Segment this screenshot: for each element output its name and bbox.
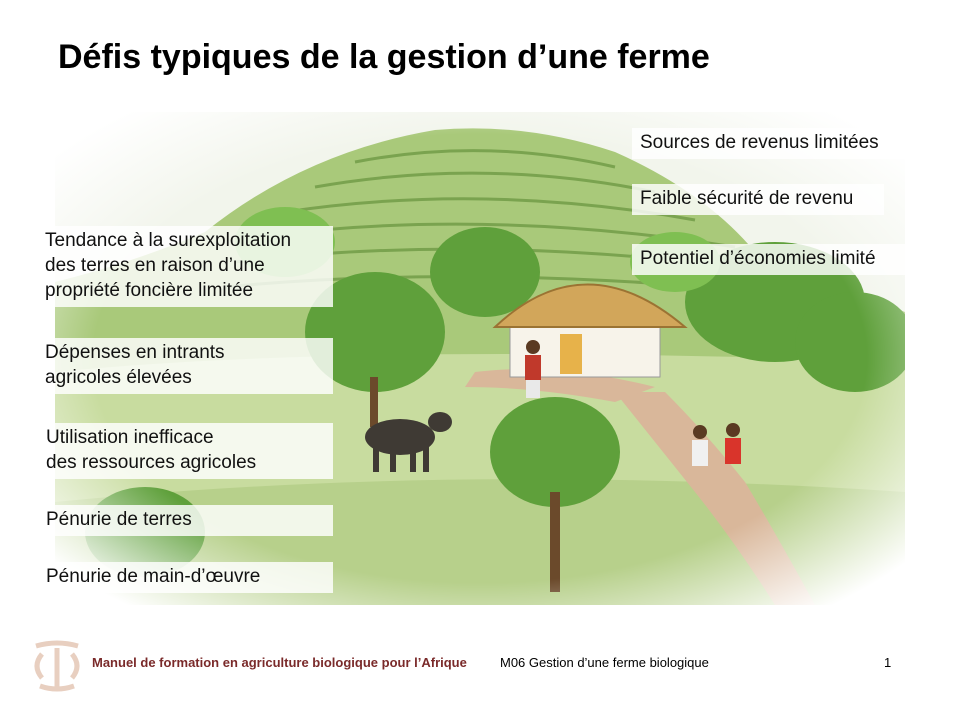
label-input-costs xyxy=(37,338,333,394)
footer-module-title: M06 Gestion d’une ferme biologique xyxy=(500,655,709,670)
label-line: Pénurie de main-d’œuvre xyxy=(46,566,261,587)
label-line: Potentiel d’économies limité xyxy=(640,248,876,269)
label-revenue-sources xyxy=(632,128,910,159)
label-line: des ressources agricoles xyxy=(46,452,257,473)
footer-manual-title: Manuel de formation en agriculture biologique pour l’Afrique xyxy=(92,655,467,670)
label-line: Sources de revenus limitées xyxy=(640,132,879,153)
label-line: Faible sécurité de revenu xyxy=(640,188,854,209)
label-land-overexploitation xyxy=(37,226,333,307)
label-line: agricoles élevées xyxy=(45,367,192,388)
label-income-security xyxy=(632,184,884,215)
label-line: Utilisation inefficace xyxy=(46,427,214,448)
label-line: Tendance à la surexploitation xyxy=(45,230,292,251)
label-savings-potential xyxy=(632,244,910,275)
label-line: Pénurie de terres xyxy=(46,509,192,530)
label-resource-use xyxy=(38,423,333,479)
label-land-shortage xyxy=(38,505,333,536)
label-line: Dépenses en intrants xyxy=(45,342,225,363)
label-labor-shortage xyxy=(38,562,333,593)
organization-logo-icon xyxy=(28,636,86,694)
page-number: 1 xyxy=(884,655,892,670)
label-line: des terres en raison d’une xyxy=(45,255,265,276)
label-line: propriété foncière limitée xyxy=(45,280,254,301)
slide-title: Défis typiques de la gestion d’une ferme xyxy=(58,38,710,76)
